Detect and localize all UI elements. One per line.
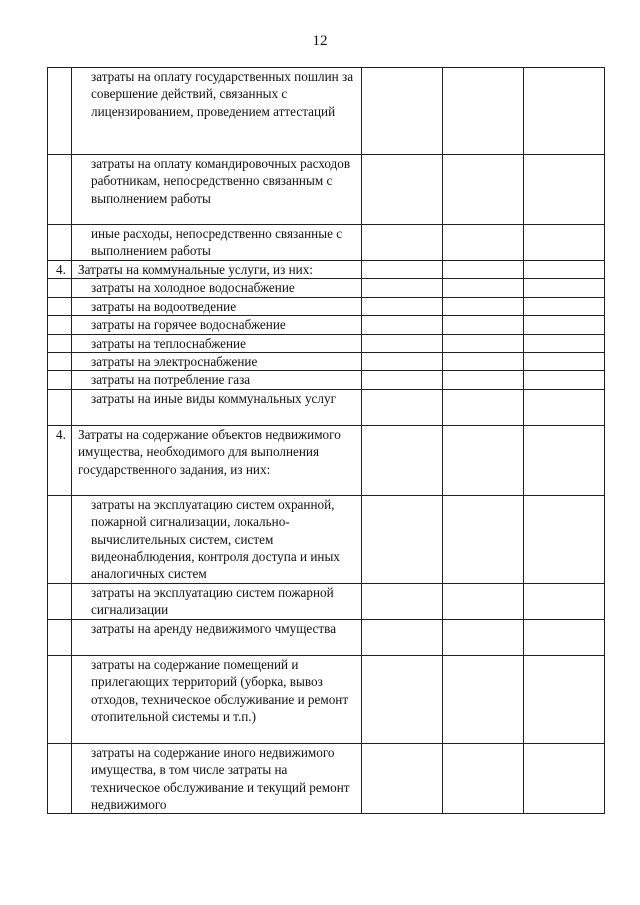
value-cell-1: [362, 297, 443, 315]
table-row: [48, 425, 605, 495]
row-number-cell: [48, 371, 72, 389]
row-name-cell: [72, 353, 362, 371]
value-cell-2: [443, 583, 524, 619]
row-number-cell: [48, 619, 72, 655]
value-cell-3: [524, 389, 605, 425]
row-name-cell: [72, 225, 362, 261]
row-name-text: затраты на содержание иного недвижимого имущества, в том числе затраты на техническое обслуживание и текущий ремонт недвижимого: [91, 744, 350, 812]
row-name-text: затраты на оплату государственных пошлин за совершение действий, связанных с лицензированием, проведением аттестаций: [91, 69, 354, 119]
value-cell-1: [362, 619, 443, 655]
table-row: [48, 583, 605, 619]
table-row: [48, 155, 605, 225]
value-cell-2: [443, 371, 524, 389]
table-row: [48, 316, 605, 334]
row-name-cell: [72, 279, 362, 297]
row-name-cell: [72, 743, 362, 814]
table-row: [48, 619, 605, 655]
value-cell-1: [362, 334, 443, 352]
value-cell-2: [443, 353, 524, 371]
value-cell-1: [362, 279, 443, 297]
row-number-cell: 4.: [48, 425, 72, 495]
value-cell-2: [443, 619, 524, 655]
row-name-cell: [72, 68, 362, 155]
value-cell-1: [362, 495, 443, 583]
row-number-cell: 4.: [48, 261, 72, 279]
value-cell-3: [524, 655, 605, 743]
table-row: [48, 371, 605, 389]
value-cell-1: [362, 225, 443, 261]
table-row: [48, 655, 605, 743]
page-number: 12: [312, 33, 328, 49]
row-name-text: затраты на оплату командировочных расходов работникам, непосредственно связанным с выполнением работы: [91, 156, 351, 206]
table-row: [48, 353, 605, 371]
row-name-cell: [72, 583, 362, 619]
row-number-cell: [48, 297, 72, 315]
row-name-cell: [72, 316, 362, 334]
value-cell-2: [443, 261, 524, 279]
value-cell-1: [362, 353, 443, 371]
row-name-text: затраты на потребление газа: [91, 372, 251, 388]
value-cell-2: [443, 155, 524, 225]
table-row: [48, 495, 605, 583]
value-cell-3: [524, 261, 605, 279]
value-cell-3: [524, 155, 605, 225]
value-cell-2: [443, 389, 524, 425]
table-row: [48, 297, 605, 315]
row-name-text: Затраты на содержание объектов недвижимого имущества, необходимого для выполнения государственного задания, из них:: [78, 426, 341, 477]
value-cell-2: [443, 279, 524, 297]
table-row: [48, 389, 605, 425]
row-number-cell: [48, 495, 72, 583]
value-cell-3: [524, 495, 605, 583]
value-cell-1: [362, 371, 443, 389]
row-name-cell: [72, 495, 362, 583]
table-row: [48, 279, 605, 297]
row-name-cell: [72, 371, 362, 389]
row-name-text: затраты на электроснабжение: [91, 354, 258, 370]
value-cell-2: [443, 225, 524, 261]
row-name-text: затраты на эксплуатацию систем охранной, пожарной сигнализации, локально-вычислительных систем, систем видеонаблюдения, контроля доступа и иных аналогичных систем: [91, 496, 340, 582]
expense-table-body: [48, 68, 605, 814]
row-name-text: затраты на содержание помещений и прилегающих территорий (уборка, вывоз отходов, техническое обслуживание и ремонт отопительной системы и т.п.): [91, 656, 349, 724]
value-cell-1: [362, 583, 443, 619]
row-number-cell: [48, 68, 72, 155]
row-number-cell: [48, 743, 72, 814]
row-name-cell: [72, 261, 362, 279]
value-cell-1: [362, 655, 443, 743]
value-cell-1: [362, 68, 443, 155]
value-cell-1: [362, 743, 443, 814]
row-name-text: затраты на холодное водоснабжение: [91, 280, 295, 296]
row-name-text: затраты на аренду недвижимого чмущества: [91, 620, 337, 636]
value-cell-3: [524, 425, 605, 495]
row-number-cell: [48, 389, 72, 425]
row-name-cell: [72, 155, 362, 225]
value-cell-2: [443, 68, 524, 155]
row-name-text: затраты на водоотведение: [91, 298, 237, 314]
table-row: [48, 334, 605, 352]
row-number-cell: [48, 353, 72, 371]
row-name-text: иные расходы, непосредственно связанные с выполнением работы: [91, 226, 343, 259]
value-cell-2: [443, 425, 524, 495]
value-cell-2: [443, 334, 524, 352]
value-cell-2: [443, 495, 524, 583]
row-number-cell: [48, 334, 72, 352]
row-number-cell: [48, 316, 72, 334]
value-cell-2: [443, 743, 524, 814]
value-cell-2: [443, 655, 524, 743]
table-row: [48, 225, 605, 261]
value-cell-3: [524, 743, 605, 814]
row-name-cell: [72, 425, 362, 495]
table-row: [48, 261, 605, 279]
value-cell-3: [524, 371, 605, 389]
row-name-cell: [72, 655, 362, 743]
value-cell-1: [362, 261, 443, 279]
row-name-cell: [72, 619, 362, 655]
row-name-cell: [72, 334, 362, 352]
row-name-text: затраты на теплоснабжение: [91, 335, 246, 351]
value-cell-3: [524, 353, 605, 371]
value-cell-1: [362, 389, 443, 425]
row-number-cell: [48, 225, 72, 261]
value-cell-3: [524, 68, 605, 155]
table-row: [48, 68, 605, 155]
row-name-cell: [72, 297, 362, 315]
row-number-cell: [48, 279, 72, 297]
value-cell-1: [362, 316, 443, 334]
value-cell-1: [362, 155, 443, 225]
value-cell-3: [524, 297, 605, 315]
row-name-text: затраты на иные виды коммунальных услуг: [91, 390, 336, 406]
row-name-cell: [72, 389, 362, 425]
value-cell-1: [362, 425, 443, 495]
value-cell-2: [443, 316, 524, 334]
table-row: [48, 743, 605, 814]
expense-table: [47, 67, 605, 814]
value-cell-3: [524, 334, 605, 352]
value-cell-2: [443, 297, 524, 315]
value-cell-3: [524, 619, 605, 655]
row-name-text: затраты на горячее водоснабжение: [91, 317, 286, 333]
row-number-cell: [48, 155, 72, 225]
row-number-cell: [48, 655, 72, 743]
value-cell-3: [524, 225, 605, 261]
row-number-cell: [48, 583, 72, 619]
value-cell-3: [524, 279, 605, 297]
row-name-text: Затраты на коммунальные услуги, из них:: [78, 262, 313, 277]
value-cell-3: [524, 583, 605, 619]
value-cell-3: [524, 316, 605, 334]
row-name-text: затраты на эксплуатацию систем пожарной сигнализации: [91, 584, 334, 618]
